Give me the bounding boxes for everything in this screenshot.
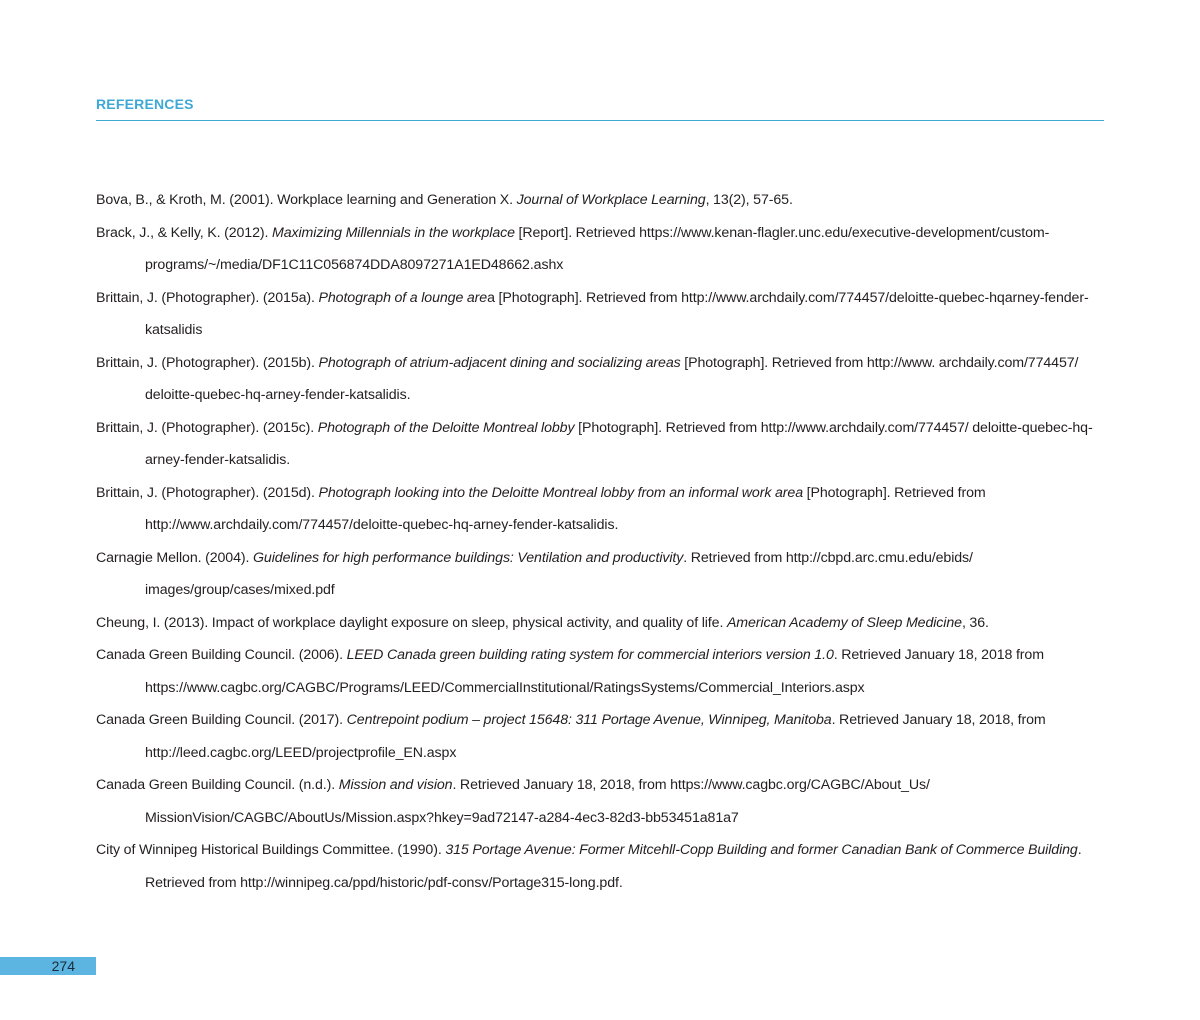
reference-entry: City of Winnipeg Historical Buildings Committee. (1990). 315 Portage Avenue: Former Mitcehll-Copp Building and former Canadian Bank of Commerce Building. Retrieved from http://winnipeg.ca/ppd/historic/pdf-consv/Portage315-long.pdf.	[96, 842, 1082, 891]
reference-entry: Canada Green Building Council. (2006). LEED Canada green building rating system for commercial interiors version 1.0. Retrieved January 18, 2018 from https://www.cagbc.org/CAGBC/Programs/LEED/CommercialInstitutional/RatingsSystems/Commercial_Interiors.aspx	[96, 647, 1044, 696]
reference-list	[96, 184, 1108, 899]
reference-entry: Cheung, I. (2013). Impact of workplace daylight exposure on sleep, physical activity, and quality of life. American Academy of Sleep Medicine, 36.	[96, 614, 989, 631]
reference-entry: Brittain, J. (Photographer). (2015d). Photograph looking into the Deloitte Montreal lobby from an informal work area [Photograph]. Retrieved from http://www.archdaily.com/774457/deloitte-quebec-hq-arney-fender-katsalidis.	[96, 484, 986, 533]
reference-entry: Brittain, J. (Photographer). (2015c). Photograph of the Deloitte Montreal lobby [Photograph]. Retrieved from http://www.archdaily.com/774457/ deloitte-quebec-hq-arney-fender-katsalidis.	[96, 419, 1093, 468]
reference-entry: Brittain, J. (Photographer). (2015b). Photograph of atrium-adjacent dining and socializing areas [Photograph]. Retrieved from http://www. archdaily.com/774457/ deloitte-quebec-hq-arney-fender-katsalidis.	[96, 354, 1079, 403]
reference-entry: Carnagie Mellon. (2004). Guidelines for high performance buildings: Ventilation and productivity. Retrieved from http://cbpd.arc.cmu.edu/ebids/ images/group/cases/mixed.pdf	[96, 549, 973, 598]
reference-entry: Brack, J., & Kelly, K. (2012). Maximizing Millennials in the workplace [Report]. Retrieved https://www.kenan-flagler.unc.edu/executive-development/custom-programs/~/media/DF1C11C056874DDA8097271A1ED48662.ashx	[96, 224, 1050, 273]
reference-entry: Brittain, J. (Photographer). (2015a). Photograph of a lounge area [Photograph]. Retrieved from http://www.archdaily.com/774457/deloitte-quebec-hqarney-fender-katsalidis	[96, 289, 1089, 338]
reference-entry: Canada Green Building Council. (2017). Centrepoint podium – project 15648: 311 Portage Avenue, Winnipeg, Manitoba. Retrieved January 18, 2018, from http://leed.cagbc.org/LEED/projectprofile_EN.aspx	[96, 712, 1046, 761]
reference-entry: Bova, B., & Kroth, M. (2001). Workplace learning and Generation X. Journal of Workplace Learning, 13(2), 57-65.	[96, 192, 793, 208]
section-divider	[96, 120, 1104, 121]
section-title: REFERENCES	[96, 96, 194, 112]
page-number: 274	[51, 958, 75, 974]
reference-entry: Canada Green Building Council. (n.d.). Mission and vision. Retrieved January 18, 2018, from https://www.cagbc.org/CAGBC/About_Us/ MissionVision/CAGBC/AboutUs/Mission.aspx?hkey=9ad72147-a284-4ec3-82d3-bb53451a81a7	[96, 777, 930, 826]
